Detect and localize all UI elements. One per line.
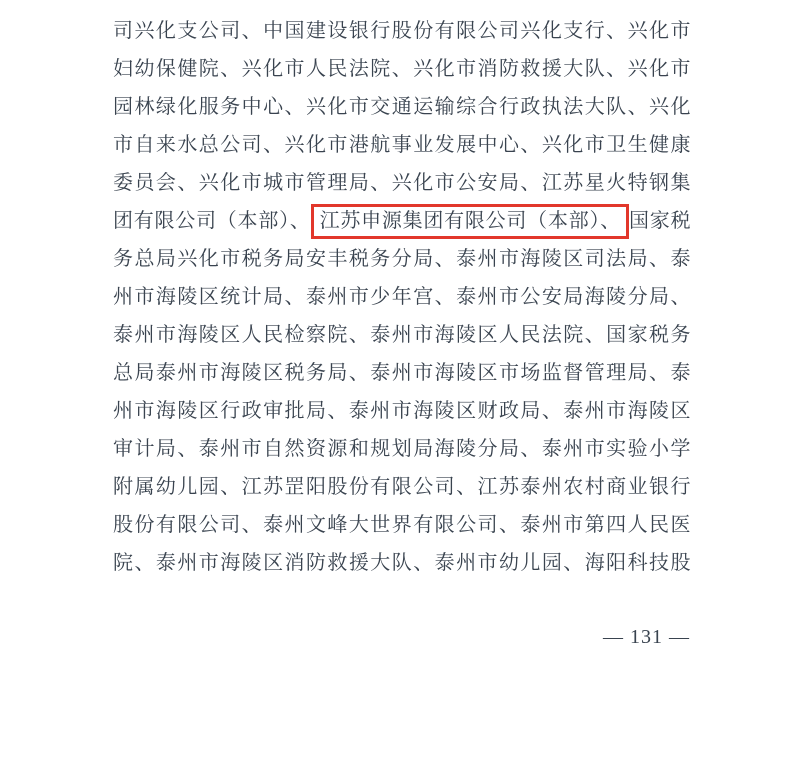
text-before-highlight: 团有限公司（本部）、 — [113, 210, 311, 232]
text-line: 股份有限公司、泰州文峰大世界有限公司、泰州市第四人民医 — [113, 514, 691, 536]
highlight-red-box: 江苏申源集团有限公司（本部）、 — [311, 204, 629, 239]
text-line: 司兴化支公司、中国建设银行股份有限公司兴化支行、兴化市 — [113, 20, 691, 42]
text-line-with-highlight — [113, 202, 691, 240]
body-text — [113, 12, 691, 582]
text-line: 务总局兴化市税务局安丰税务分局、泰州市海陵区司法局、泰 — [113, 248, 691, 270]
page-number: — 131 — — [603, 626, 690, 648]
text-line: 委员会、兴化市城市管理局、兴化市公安局、江苏星火特钢集 — [113, 172, 691, 194]
text-line: 妇幼保健院、兴化市人民法院、兴化市消防救援大队、兴化市 — [113, 58, 691, 80]
text-line: 院、泰州市海陵区消防救援大队、泰州市幼儿园、海阳科技股 — [113, 552, 691, 574]
text-line: 附属幼儿园、江苏罡阳股份有限公司、江苏泰州农村商业银行 — [113, 476, 691, 498]
text-line: 市自来水总公司、兴化市港航事业发展中心、兴化市卫生健康 — [113, 134, 691, 156]
text-line: 总局泰州市海陵区税务局、泰州市海陵区市场监督管理局、泰 — [113, 362, 691, 384]
text-line: 州市海陵区行政审批局、泰州市海陵区财政局、泰州市海陵区 — [113, 400, 691, 422]
text-after-highlight: 国家税 — [628, 210, 692, 232]
text-line: 泰州市海陵区人民检察院、泰州市海陵区人民法院、国家税务 — [113, 324, 691, 346]
text-line: 园林绿化服务中心、兴化市交通运输综合行政执法大队、兴化 — [113, 96, 691, 118]
text-line: 州市海陵区统计局、泰州市少年宫、泰州市公安局海陵分局、 — [113, 286, 691, 308]
text-line: 审计局、泰州市自然资源和规划局海陵分局、泰州市实验小学 — [113, 438, 691, 460]
